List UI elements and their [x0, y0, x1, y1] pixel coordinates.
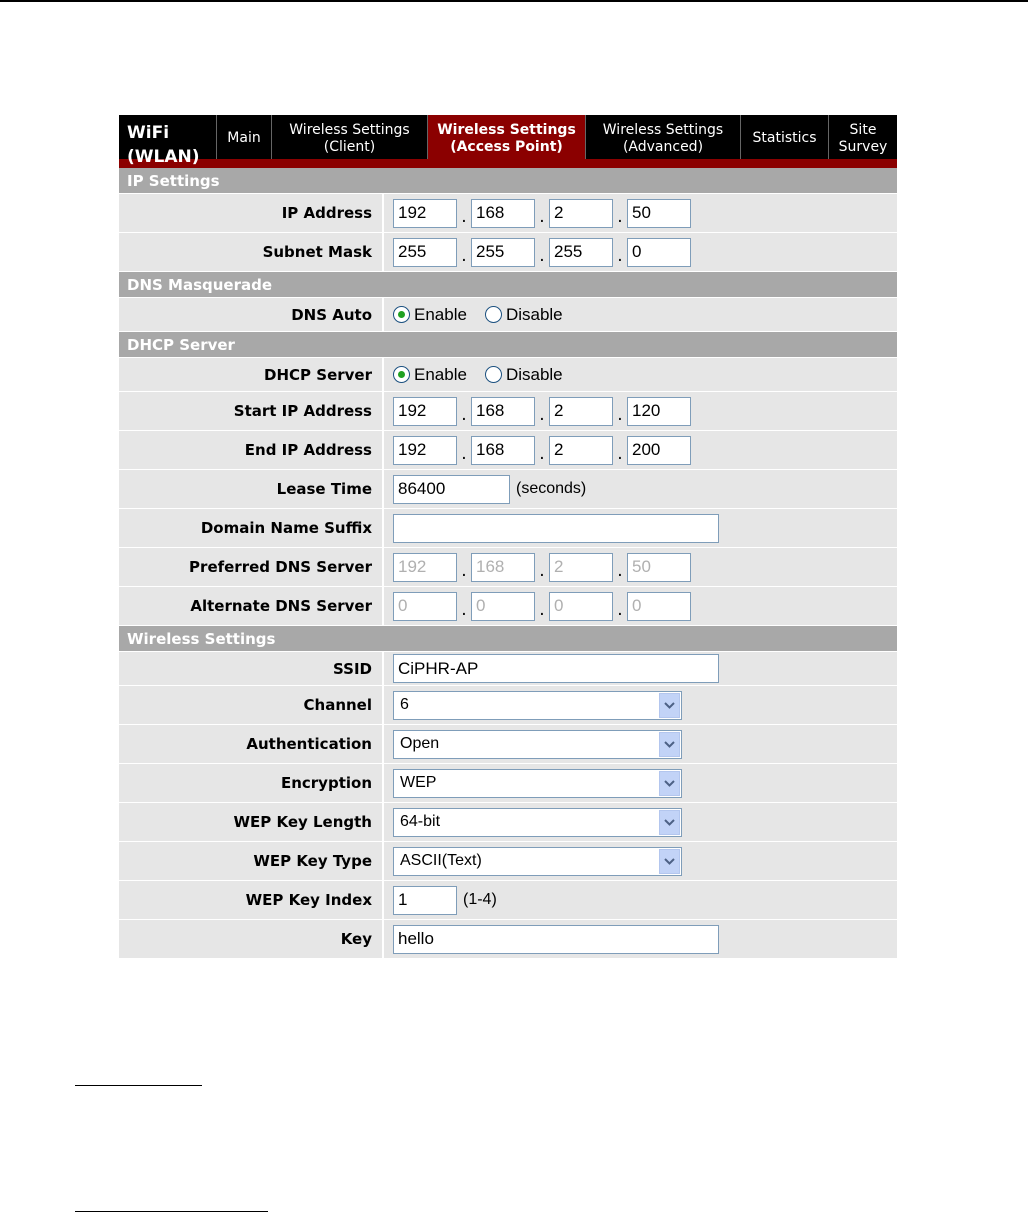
footer-underline-1 [75, 1085, 202, 1086]
lease-time-label: Lease Time [119, 470, 384, 508]
start-ip-octet-4[interactable] [627, 397, 691, 426]
ip-address-octet-4[interactable] [627, 199, 691, 228]
authentication-select[interactable] [393, 730, 682, 759]
key-input[interactable] [393, 925, 719, 954]
wep-key-index-label: WEP Key Index [119, 881, 384, 919]
end-ip-label: End IP Address [119, 431, 384, 469]
dhcp-disable-label: Disable [505, 364, 563, 384]
dns-auto-enable-label: Enable [414, 304, 467, 324]
encryption-label: Encryption [119, 764, 384, 802]
tab-wireless-client[interactable]: Wireless Settings (Client) [272, 115, 428, 159]
section-dhcp-server: DHCP Server [119, 332, 897, 358]
row-wep-key-type [119, 842, 897, 881]
lease-time-input[interactable] [393, 475, 510, 504]
alternate-dns-label: Alternate DNS Server [119, 587, 384, 625]
ssid-label: SSID [119, 652, 384, 685]
subnet-mask-octet-1[interactable] [393, 238, 457, 267]
authentication-value: Open [400, 735, 440, 752]
wlan-settings-panel [119, 115, 897, 959]
encryption-value: WEP [400, 774, 437, 791]
end-ip-octet-2[interactable] [471, 436, 535, 465]
tab-main[interactable]: Main [217, 115, 272, 159]
encryption-select[interactable] [393, 769, 682, 798]
section-ip-settings: IP Settings [119, 168, 897, 194]
wep-key-length-label: WEP Key Length [119, 803, 384, 841]
row-wep-key-length [119, 803, 897, 842]
tab-wireless-advanced[interactable]: Wireless Settings (Advanced) [586, 115, 741, 159]
dhcp-enable-radio[interactable] [393, 366, 410, 383]
key-label: Key [119, 920, 384, 958]
row-key [119, 920, 897, 959]
alternate-dns-octet-2 [471, 592, 535, 621]
tab-site-survey[interactable]: Site Survey [838, 122, 888, 155]
footer-underline-2 [75, 1211, 268, 1212]
subnet-mask-octet-2[interactable] [471, 238, 535, 267]
chevron-down-icon[interactable] [659, 810, 680, 835]
wep-key-length-value: 64-bit [400, 813, 441, 830]
end-ip-octet-3[interactable] [549, 436, 613, 465]
start-ip-label: Start IP Address [119, 392, 384, 430]
dns-auto-disable-label: Disable [505, 304, 563, 324]
row-subnet-mask: Subnet Mask 255 . 255 . 255 . 0 [119, 233, 897, 272]
start-ip-octet-2[interactable] [471, 397, 535, 426]
section-dns-masquerade: DNS Masquerade [119, 272, 897, 298]
ip-address-octet-1[interactable] [393, 199, 457, 228]
lease-time-unit: (seconds) [516, 480, 587, 497]
chevron-down-icon[interactable] [659, 849, 680, 874]
radio-selected-dot [398, 311, 405, 318]
radio-selected-dot [398, 371, 405, 378]
wep-key-type-select[interactable] [393, 847, 682, 876]
ip-address-label: IP Address [119, 194, 384, 232]
row-ssid [119, 652, 897, 686]
dhcp-server-label: DHCP Server [119, 358, 384, 391]
tab-statistics[interactable]: Statistics [741, 115, 829, 159]
alternate-dns-octet-3 [549, 592, 613, 621]
subnet-mask-octet-3[interactable] [549, 238, 613, 267]
wep-key-type-label: WEP Key Type [119, 842, 384, 880]
subnet-mask-octet-4[interactable] [627, 238, 691, 267]
chevron-down-icon[interactable] [659, 732, 680, 757]
row-authentication [119, 725, 897, 764]
tab-wireless-access-point[interactable]: Wireless Settings (Access Point) [428, 115, 586, 159]
chevron-down-icon[interactable] [659, 771, 680, 796]
end-ip-octet-4[interactable] [627, 436, 691, 465]
alternate-dns-octet-1 [393, 592, 457, 621]
ssid-input[interactable] [393, 654, 719, 683]
row-domain-suffix [119, 509, 897, 548]
domain-suffix-input[interactable] [393, 514, 719, 543]
nav-title-line2: (WLAN) [127, 147, 200, 167]
domain-suffix-label: Domain Name Suffix [119, 509, 384, 547]
wep-key-length-select[interactable] [393, 808, 682, 837]
ip-address-octet-3[interactable] [549, 199, 613, 228]
preferred-dns-label: Preferred DNS Server [119, 548, 384, 586]
row-encryption [119, 764, 897, 803]
wep-key-index-hint: (1-4) [463, 891, 497, 908]
alternate-dns-octet-4 [627, 592, 691, 621]
dhcp-enable-label: Enable [414, 364, 467, 384]
row-wep-key-index [119, 881, 897, 920]
row-dhcp-server [119, 358, 897, 392]
nav-bar [119, 115, 897, 168]
dns-auto-enable-radio[interactable] [393, 306, 410, 323]
row-end-ip: End IP Address 192 . 168 . 2 . 200 [119, 431, 897, 470]
row-lease-time [119, 470, 897, 509]
dns-auto-label: DNS Auto [119, 298, 384, 331]
channel-select[interactable] [393, 691, 682, 720]
row-dns-auto [119, 298, 897, 332]
page-top-rule [0, 0, 1028, 2]
dhcp-disable-radio[interactable] [485, 366, 502, 383]
preferred-dns-octet-4 [627, 553, 691, 582]
authentication-label: Authentication [119, 725, 384, 763]
preferred-dns-octet-2 [471, 553, 535, 582]
preferred-dns-octet-1 [393, 553, 457, 582]
row-ip-address: IP Address 192 . 168 . 2 . 50 [119, 194, 897, 233]
subnet-mask-label: Subnet Mask [119, 233, 384, 271]
wep-key-index-input[interactable] [393, 886, 457, 915]
section-wireless-settings: Wireless Settings [119, 626, 897, 652]
ip-address-octet-2[interactable] [471, 199, 535, 228]
dns-auto-disable-radio[interactable] [485, 306, 502, 323]
row-channel [119, 686, 897, 725]
start-ip-octet-1[interactable] [393, 397, 457, 426]
row-alternate-dns: Alternate DNS Server 0 . 0 . 0 . 0 [119, 587, 897, 626]
nav-title-line1: WiFi [127, 123, 170, 143]
channel-value: 6 [400, 696, 409, 713]
start-ip-octet-3[interactable] [549, 397, 613, 426]
channel-label: Channel [119, 686, 384, 724]
chevron-down-icon[interactable] [659, 693, 680, 718]
row-preferred-dns: Preferred DNS Server 192 . 168 . 2 . 50 [119, 548, 897, 587]
end-ip-octet-1[interactable] [393, 436, 457, 465]
preferred-dns-octet-3 [549, 553, 613, 582]
nav-title [119, 115, 217, 167]
wep-key-type-value: ASCII(Text) [400, 852, 482, 869]
row-start-ip: Start IP Address 192 . 168 . 2 . 120 [119, 392, 897, 431]
